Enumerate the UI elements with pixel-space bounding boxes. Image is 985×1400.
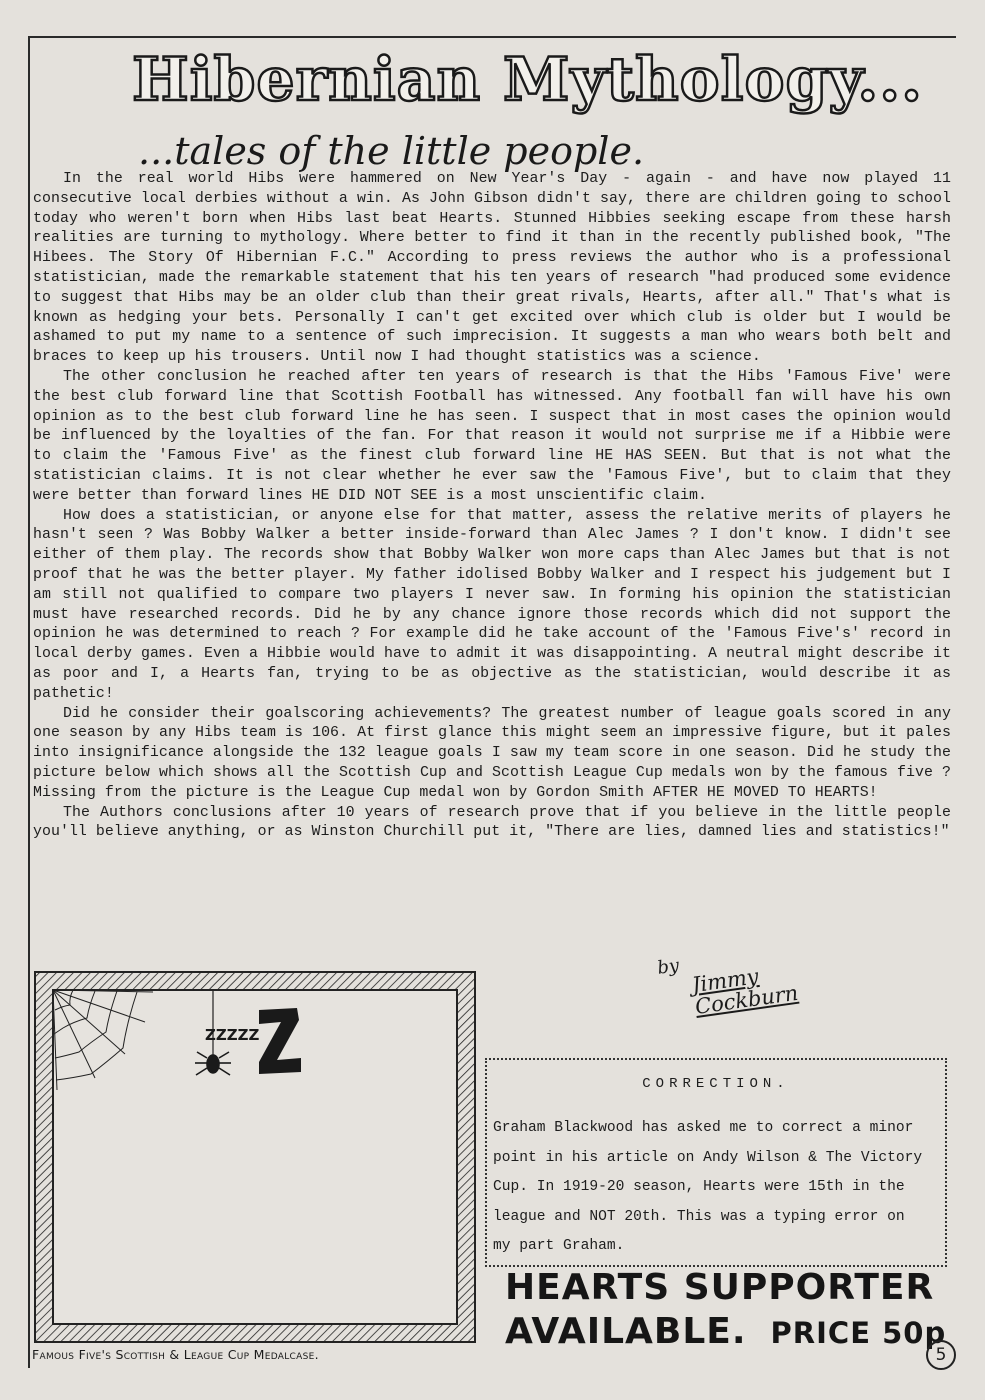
medalcase-drawing	[33, 970, 478, 1345]
article-paragraph: Did he consider their goalscoring achievements? The greatest number of league goals scored in any one season by any Hibs team is 106. At first glance this might seem an impressive figure, but it pales into insignificance alongside the 132 league goals I saw my team score in one season. Did he study the picture below which shows all the Scottish Cup and Scottish League Cup medals won by the famous five ? Missing from the picture is the League Cup medal won by Gordon Smith AFTER HE MOVED TO HEARTS!	[33, 705, 951, 801]
correction-box	[485, 1058, 947, 1267]
article-paragraph: The Authors conclusions after 10 years of research prove that if you believe in the little people you'll believe anything, or as Winston Churchill put it, "There are lies, damned lies and statistics!"	[33, 804, 951, 841]
sleep-zzz: ZZZZZ	[205, 1026, 260, 1044]
page-number: 5	[926, 1340, 956, 1370]
page-subtitle: ...tales of the little people.	[138, 129, 645, 173]
page-title: Hibernian Mythology...	[132, 45, 924, 115]
empty-medalcase-illustration	[33, 970, 478, 1345]
byline-prefix: by	[656, 955, 681, 979]
correction-title: CORRECTION.	[642, 1076, 790, 1092]
ad-headline: HEARTS SUPPORTER	[505, 1267, 935, 1308]
article-paragraph: How does a statistician, or anyone else for that matter, assess the relative merits of players he hasn't seen ? Was Bobby Walker a better inside-forward than Alec James ? I don't know. I didn't see either of them play. The records show that Bobby Walker won more caps than Alec James but that is not proof that he was the better player. My father idolised Bobby Walker and I respect his judgement but I am still not qualified to compare two players I never saw. In forming his opinion the statistician must have researched records. Did he by any chance ignore those records which did not support the opinion he was determined to reach ? For example did he take account of the 'Famous Five's' record in local derby games. Even a Hibbie would have to admit it was disappointing. A neutral might describe it as poor and I, a Hearts fan, trying to be as objective as the statistician, would describe it as pathetic!	[33, 507, 951, 702]
ad-price: PRICE 50p	[770, 1315, 947, 1350]
classified-ad	[505, 1268, 955, 1351]
article-paragraph: The other conclusion he reached after ten years of research is that the Hibs 'Famous Five' were the best club forward line that Scottish Football has witnessed. Any football fan will have his own opinion as to the best club forward line he has seen. I suspect that in most cases the opinion would be influenced by the loyalties of the fan. For that reason it would not surprise me if a Hibbie were to claim the 'Famous Five' as the finest club forward line HE HAS SEEN. But that is not what the statistician claims. It is not clear whether he ever saw the 'Famous Five', but to claim that they were better than forward lines HE DID NOT SEE is a most unscientific claim.	[33, 368, 951, 504]
ad-availability	[505, 1312, 955, 1352]
article-body	[33, 170, 951, 843]
author-name: Jimmy Cockburn	[690, 964, 800, 1019]
ad-available-text: AVAILABLE.	[505, 1310, 747, 1352]
medalcase-caption: Famous Five's Scottish & League Cup Medalcase.	[32, 1347, 319, 1362]
correction-text: Graham Blackwood has asked me to correct a minor point in his article on Andy Wilson & The Victory Cup. In 1919-20 season, Hearts were 15th in the league and NOT 20th. This was a typing error on my part Graham.	[493, 1120, 923, 1254]
article-paragraph: In the real world Hibs were hammered on New Year's Day - again - and have now played 11 consecutive local derbies without a win. As John Gibson didn't say, there are children going to school today who weren't born when Hibs last beat Hearts. Stunned Hibbies seeking escape from these harsh realities are turning to mythology. Where better to find it than in the recently published book, "The Hibees. The Story Of Hibernian F.C." According to press reviews the author who is a professional statistician, made the remarkable statement that his ten years of research "had produced some evidence to suggest that Hibs may be an older club than their great rivals, Hearts, after all." That's what is known as hedging your bets. Personally I can't get excited over which club is older but I would be ashamed to put my name to a sentence of such imprecision. It suggests a man who wears both belt and braces to keep up his trousers. Until now I had thought statistics was a science.	[33, 171, 951, 366]
